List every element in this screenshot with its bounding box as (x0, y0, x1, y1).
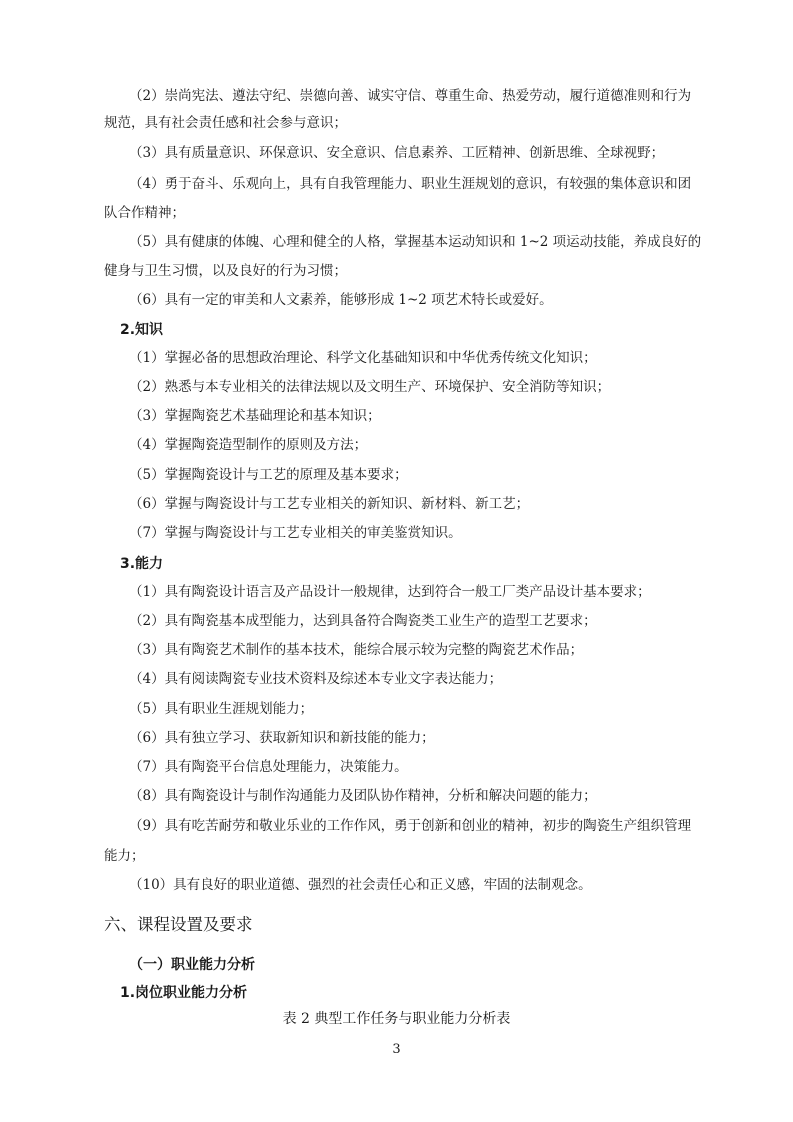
quality-item-3: （3）具有质量意识、环保意识、安全意识、信息素养、工匠精神、创新思维、全球视野； (129, 145, 665, 161)
ability-item-3: （3）具有陶瓷艺术制作的基本技术，能综合展示较为完整的陶瓷艺术作品； (129, 642, 584, 658)
page-number: 3 (392, 1042, 401, 1057)
quality-item-5-line-1: （5）具有健康的体魄、心理和健全的人格，掌握基本运动知识和 1~2 项运动技能，养成良好的 (129, 234, 702, 250)
knowledge-item-1: （1）掌握必备的思想政治理论、科学文化基础知识和中华优秀传统文化知识； (129, 350, 597, 366)
ability-item-9-line-2: 能力； (104, 848, 145, 864)
knowledge-item-2: （2）熟悉与本专业相关的法律法规以及文明生产、环境保护、安全消防等知识； (129, 379, 611, 395)
knowledge-item-3: （3）掌握陶瓷艺术基础理论和基本知识； (129, 408, 381, 424)
table-caption: 表 2 典型工作任务与职业能力分析表 (282, 1011, 511, 1027)
quality-item-4-line-1: （4）勇于奋斗、乐观向上，具有自我管理能力、职业生涯规划的意识，有较强的集体意识和团 (129, 176, 692, 192)
ability-item-4: （4）具有阅读陶瓷专业技术资料及综述本专业文字表达能力； (129, 671, 503, 687)
ability-item-9-line-1: （9）具有吃苦耐劳和敬业乐业的工作作风，勇于创新和创业的精神，初步的陶瓷生产组织管理 (129, 818, 692, 834)
sub-sub-heading: 1.岗位职业能力分析 (120, 985, 248, 1001)
ability-item-6: （6）具有独立学习、获取新知识和新技能的能力； (129, 730, 435, 746)
ability-item-10: （10）具有良好的职业道德、强烈的社会责任心和正义感，牢固的法制观念。 (129, 877, 592, 893)
ability-item-1: （1）具有陶瓷设计语言及产品设计一般规律，达到符合一般工厂类产品设计基本要求； (129, 584, 651, 600)
knowledge-item-6: （6）掌握与陶瓷设计与工艺专业相关的新知识、新材料、新工艺； (129, 496, 530, 512)
knowledge-item-4: （4）掌握陶瓷造型制作的原则及方法； (129, 437, 368, 453)
sub-heading: （一）职业能力分析 (129, 957, 255, 973)
quality-item-2-line-1: （2）崇尚宪法、遵法守纪、崇德向善、诚实守信、尊重生命、热爱劳动，履行道德准则和行为 (129, 88, 692, 104)
ability-item-2: （2）具有陶瓷基本成型能力，达到具备符合陶瓷类工业生产的造型工艺要求； (129, 613, 597, 629)
quality-item-5-line-2: 健身与卫生习惯，以及良好的行为习惯； (104, 263, 347, 279)
knowledge-item-7: （7）掌握与陶瓷设计与工艺专业相关的审美鉴赏知识。 (129, 525, 462, 541)
ability-item-5: （5）具有职业生涯规划能力； (129, 701, 314, 717)
quality-item-2-line-2: 规范，具有社会责任感和社会参与意识； (104, 115, 347, 131)
quality-item-4-line-2: 队合作精神； (104, 205, 185, 221)
ability-item-8: （8）具有陶瓷设计与制作沟通能力及团队协作精神，分析和解决问题的能力； (129, 788, 597, 804)
ability-heading: 3.能力 (120, 556, 164, 572)
section-heading: 六、课程设置及要求 (104, 915, 253, 934)
ability-item-7: （7）具有陶瓷平台信息处理能力，决策能力。 (129, 759, 408, 775)
knowledge-heading: 2.知识 (120, 322, 164, 338)
quality-item-6: （6）具有一定的审美和人文素养，能够形成 1~2 项艺术特长或爱好。 (129, 292, 553, 308)
knowledge-item-5: （5）掌握陶瓷设计与工艺的原理及基本要求； (129, 467, 408, 483)
